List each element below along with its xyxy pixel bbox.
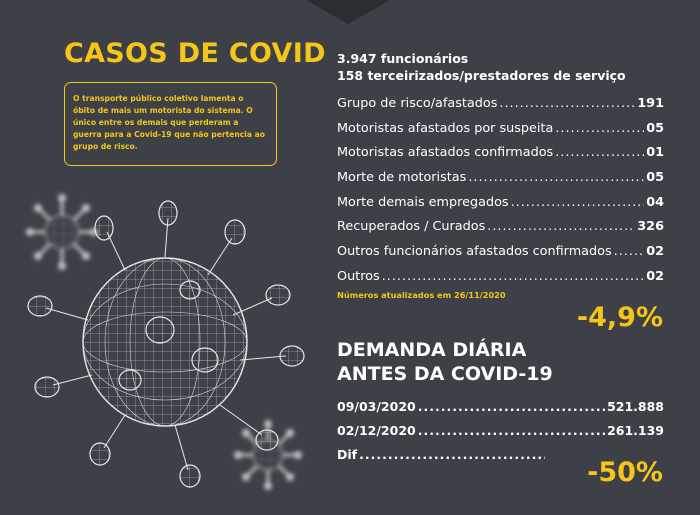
leader-dots [614,244,645,259]
demand-title: DEMANDA DIÁRIA ANTES DA COVID-19 [337,339,553,385]
change-percent-bottom: -50% [587,457,663,488]
note-box [64,82,277,166]
stat-row [337,244,664,269]
leader-dots [499,96,635,111]
demand-date: Dif [337,447,358,462]
stat-label: Morte de motoristas [337,170,467,186]
stat-row [337,219,664,244]
stat-row [337,195,664,220]
stat-value: 01 [646,145,664,161]
change-percent-top: -4,9% [576,302,663,333]
covid-stats-list [337,96,664,294]
leader-dots [511,195,645,210]
contractors-count: 158 terceirizados/prestadores de serviço [337,68,626,83]
demand-row [337,423,664,447]
demand-row [337,399,664,423]
demand-date: 09/03/2020 [337,399,416,414]
leader-dots [468,170,644,185]
stat-label: Recuperados / Curados [337,219,486,235]
stat-label: Morte demais empregados [337,194,509,210]
stat-value: 04 [646,194,664,210]
stat-label: Outros funcionários afastados confirmados [337,244,612,260]
stat-value: 191 [637,96,664,111]
demand-value: 261.139 [607,423,664,438]
stat-value: 02 [646,268,664,284]
stat-label: Motoristas afastados por suspeita [337,120,554,136]
stat-value: 326 [637,219,664,235]
leader-dots [555,145,644,160]
stat-label: Grupo de risco/afastados [337,96,498,111]
leader-dots [382,269,645,284]
leader-dots [359,447,545,462]
employees-count: 3.947 funcionários [337,51,469,66]
leader-dots [418,399,605,414]
stat-row [337,145,664,170]
leader-dots [555,121,644,136]
demand-date: 02/12/2020 [337,423,416,438]
demand-row-dif [337,447,547,471]
stat-value: 02 [646,244,664,260]
page-title: CASOS DE COVID [64,38,326,69]
top-notch [306,0,390,24]
leader-dots [418,423,605,438]
stat-value: 05 [646,170,664,186]
stat-label: Outros [337,268,380,284]
staff-counts [337,50,626,84]
coronavirus-illustration [0,180,330,515]
stat-row [337,170,664,195]
small-virus-bottom-icon [234,420,302,490]
demand-value: 521.888 [607,399,664,414]
stat-label: Motoristas afastados confirmados [337,145,554,161]
stat-value: 05 [646,120,664,136]
stat-row [337,121,664,146]
updated-note: Números atualizados em 26/11/2020 [337,290,506,300]
note-text: O transporte público coletivo lamenta o óbito de mais um motorista do sistema. O único entre os demais que perderam a guerra para a Covid-19 que não pertencia ao grupo de risco. [73,94,265,151]
small-virus-icon [26,194,98,270]
leader-dots [487,219,635,234]
stat-row [337,96,664,121]
